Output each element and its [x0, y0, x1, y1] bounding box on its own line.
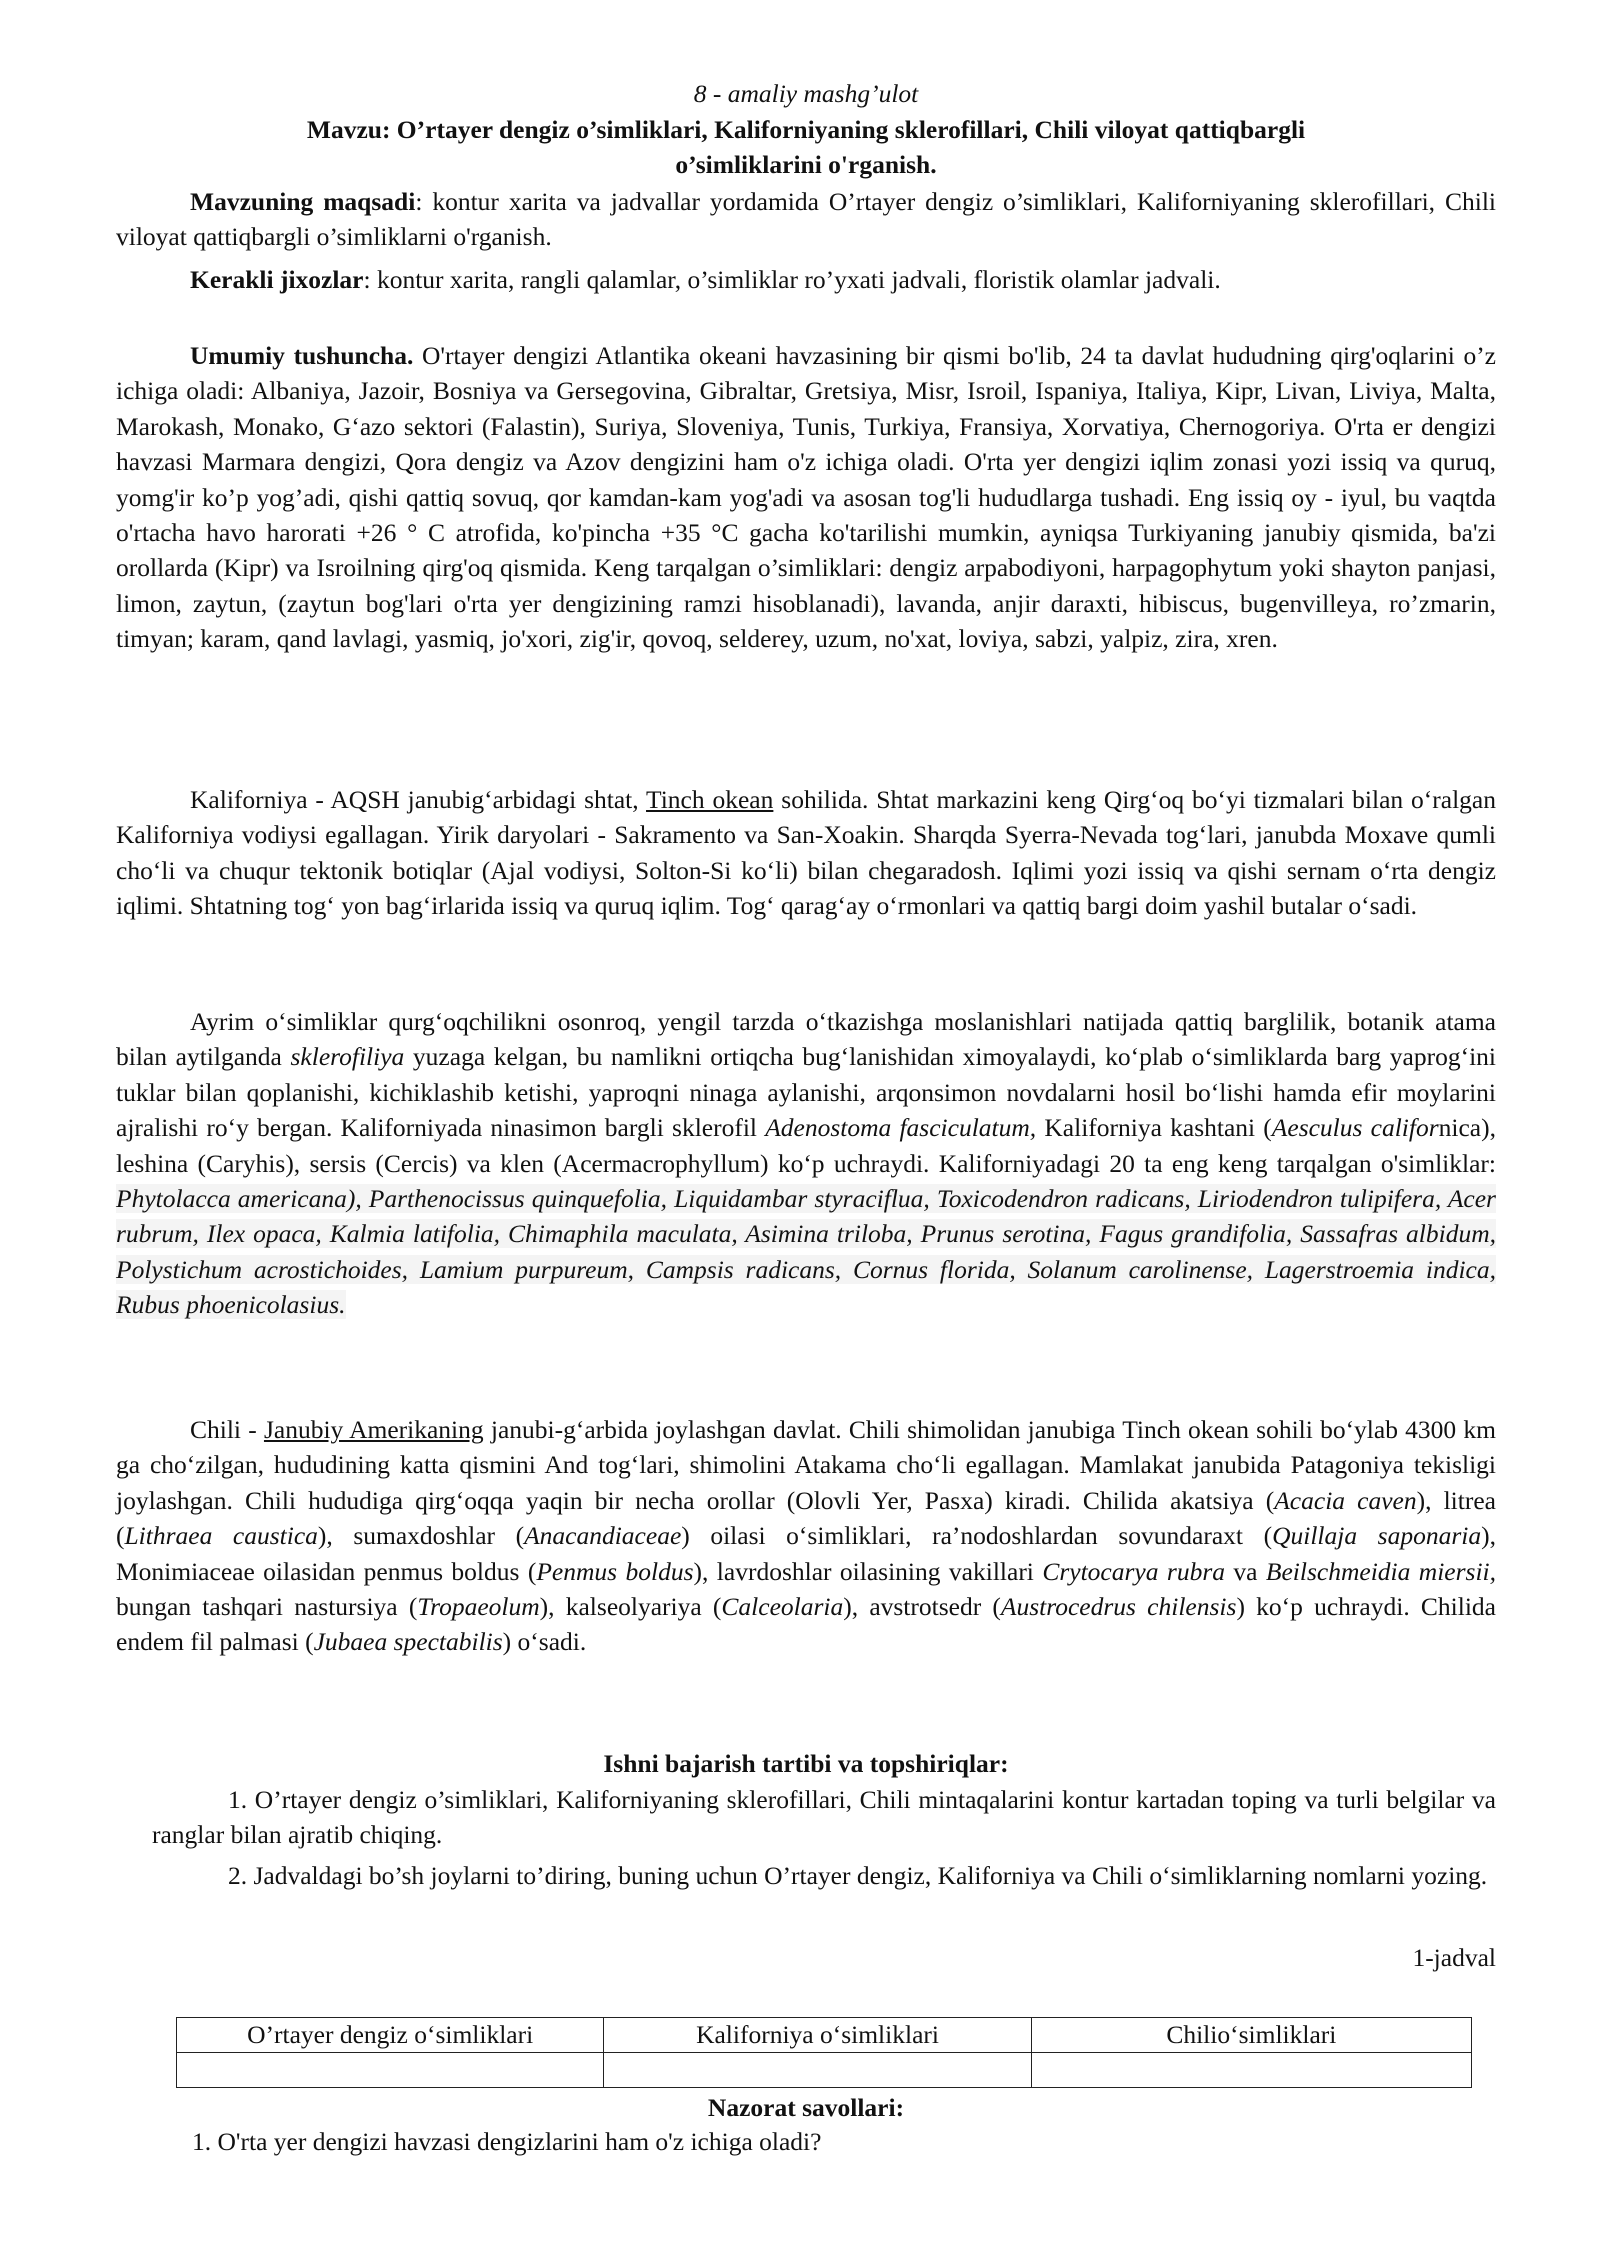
chile-h: va [1225, 1556, 1266, 1586]
quillaja-species: Quillaja saponaria [1272, 1521, 1482, 1551]
acacia-species: Acacia caven [1274, 1485, 1417, 1515]
tools-label: Kerakli jixozlar [190, 265, 364, 294]
table-header-row [177, 2018, 1472, 2053]
chile-k: ), avstrotsedr ( [843, 1592, 1001, 1622]
jubaea-species: Jubaea spectabilis [313, 1627, 503, 1657]
austrocedrus-species: Austrocedrus chilensis [1000, 1592, 1237, 1622]
table-cell-chile[interactable] [1031, 2053, 1471, 2088]
california-paragraph-2 [116, 1004, 1496, 1323]
sclerophyllia-term: sklerofiliya [290, 1042, 405, 1072]
table-row [177, 2053, 1472, 2088]
calceolaria-species: Calceolaria [721, 1592, 844, 1622]
lithraea-species: Lithraea caustica [124, 1521, 318, 1551]
chile-b: janubi-g‘arbida joylashgan davlat. Chili shimolidan janubiga Tinch okean sohili bo‘ylab 4300 km ga cho‘zilgan, hududining katta qismini And tog‘lari, shimolini Atakama cho‘li egallagan. Mamlakat janubida Patagoniya tekisligi joylashgan. Chili hududiga qirg‘oqqa yaqin bir necha orollar (Olovli Yer, Pasxa) kiradi. Chilida akatsiya ( [116, 1415, 1496, 1515]
chile-f: ), Monimiaceae oilasidan penmus boldus ( [116, 1521, 1496, 1586]
chile-e: ) oilasi o‘simliklari, ra’nodoshlardan sovundaraxt ( [681, 1521, 1273, 1551]
tools-paragraph [116, 262, 1496, 297]
pacific-ocean-link[interactable]: Tinch okean [646, 785, 774, 814]
table-header-mediterranean: O’rtayer dengiz o‘simliklari [177, 2018, 604, 2053]
chile-i: bungan tashqari nastursiya ( [116, 1592, 418, 1622]
topic-title-line1: Mavzu: O’rtayer dengiz o’simliklari, Kaliforniyaning sklerofillari, Chili viloyat qattiqbargli [306, 115, 1306, 144]
table-header-california: Kaliforniya o‘simliklari [604, 2018, 1031, 2053]
california-paragraph-1 [116, 782, 1496, 924]
aesculus-species: Aesculus califor [1271, 1113, 1439, 1143]
penmus-species: Penmus boldus [536, 1556, 694, 1586]
chile-g: ), lavrdoshlar oilasining vakillari [693, 1556, 1043, 1586]
plants-table [176, 2017, 1472, 2088]
topic-title-line2: o’simliklarini o'rganish. [675, 150, 937, 179]
california-species-list: Phytolacca americana), Parthenocissus quinquefolia, Liquidambar styraciflua, Toxicodendron radicans, Liriodendron tulipifera, Acer rubrum, Ilex opaca, Kalmia latifolia, Chimaphila maculata, Asimina triloba, Prunus serotina, Fagus grandifolia, Sassafras albidum, Polystichum acrostichoides, Lamium purpureum, Campsis radicans, Cornus florida, Solanum carolinense, Lagerstroemia indica, Rubus phoenicolasius. [116, 1184, 1496, 1320]
chile-c: ), litrea ( [116, 1485, 1496, 1551]
control-question-1: 1. O'rta yer dengizi havzasi dengizlarini ham o'z ichiga oladi? [192, 2127, 822, 2156]
task-1: 1. O’rtayer dengiz o’simliklari, Kaliforniyaning sklerofillari, Chili mintaqalarini kontur kartadan toping va turli belgilar va ranglar bilan ajratib chiqing. [152, 1785, 1496, 1850]
tasks-heading: Ishni bajarish tartibi va topshiriqlar: [603, 1749, 1009, 1778]
california-p2-c: Kaliforniya kashtani ( [1036, 1113, 1272, 1143]
concept-label: Umumiy tushuncha. [190, 341, 414, 370]
chile-paragraph [116, 1412, 1496, 1660]
chile-l: ) ko‘p uchraydi. Chilida endem fil palmasi ( [116, 1592, 1496, 1657]
tools-text: : kontur xarita, rangli qalamlar, o’simliklar ro’yxati jadvali, floristik olamlar jadvali. [363, 265, 1221, 294]
california-p1-rest: sohilida. Shtat markazini keng Qirg‘oq bo‘yi tizmalari bilan o‘ralgan Kaliforniya vodiysi egallagan. Yirik daryolari - Sakramento va San-Xoakin. Sharqda Syerra-Nevada tog‘lari, janubda Moxave qumli cho‘li va chuqur tektonik botiqlar (Ajal vodiysi, Solton-Si ko‘li) bilan chegaradosh. Iqlimi yozi issiq va qishi sernam o‘rta dengiz iqlimi. Shtatning tog‘ yon bag‘irlarida issiq va quruq iqlim. Tog‘ qarag‘ay o‘rmonlari va qattiq bargi doim yashil butalar o‘sadi. [116, 785, 1496, 921]
table-cell-california[interactable] [604, 2053, 1031, 2088]
table-header-chile: Chilio‘simliklari [1031, 2018, 1471, 2053]
california-p2-a: Ayrim o‘simliklar qurg‘oqchilikni osonroq, yengil tarzda o‘tkazishga moslanishlari natijada qattiq barglilik, botanik atama bilan aytilganda [116, 1007, 1496, 1072]
california-p2-b: yuzaga kelgan, bu namlikni ortiqcha bug‘lanishidan ximoyalaydi, ko‘plab o‘simliklarda barg yaprog‘ini tuklar bilan qoplanishi, kichiklashib ketishi, yaproqni ninaga aylanishi, arqonsimon novdalarni hosil bo‘lishi hamda efir moylarini ajralishi ro‘y bergan. Kaliforniyada ninasimon bargli sklerofil [116, 1042, 1496, 1143]
beilschmeidia-species: Beilschmeidia miersii, [1265, 1556, 1496, 1586]
chile-j: ), kalseolyariya ( [539, 1592, 722, 1622]
goal-label: Mavzuning maqsadi [190, 187, 416, 216]
crytocarya-species: Crytocarya rubra [1042, 1556, 1225, 1586]
table-cell-mediterranean[interactable] [177, 2053, 604, 2088]
south-america-link[interactable]: Janubiy Amerikaning [263, 1415, 484, 1444]
control-heading: Nazorat savollari: [707, 2093, 905, 2122]
concept-text: O'rtayer dengizi Atlantika okeani havzasining bir qismi bo'lib, 24 ta davlat hududning qirg'oqlarini o’z ichiga oladi: Albaniya, Jazoir, Bosniya va Gersegovina, Gibraltar, Gretsiya, Misr, Isroil, Ispaniya, Italiya, Kipr, Livan, Liviya, Malta, Marokash, Monako, G‘azo sektori (Falastin), Suriya, Sloveniya, Tunis, Turkiya, Fransiya, Xorvatiya, Chernogoriya. O'rta er dengizi havzasi Marmara dengizi, Qora dengiz va Azov dengizini ham o'z ichiga oladi. O'rta yer dengizi iqlim zonasi yozi issiq va quruq, yomg'ir ko’p yog’adi, qishi qattiq sovuq, qor kamdan-kam yog'adi va asosan tog'li hududlarga tushadi. Eng issiq oy - iyul, bu vaqtda o'rtacha havo harorati +26 ° C atrofida, ko'pincha +35 °C gacha ko'tarilishi mumkin, ayniqsa Turkiyaning janubiy qismida, ba'zi orollarda (Kipr) va Isroilning qirg'oq qismida. Keng tarqalgan o’simliklari: dengiz arpabodiyoni, harpagophytum yoki shayton panjasi, limon, zaytun, (zaytun bog'lari o'rta yer dengizining ramzi hisoblanadi), lavanda, anjir daraxti, hibiscus, bugenvilleya, ro’zmarin, timyan; karam, qand lavlagi, yasmiq, jo'xori, zig'ir, qovoq, selderey, uzum, no'xat, loviya, sabzi, yalpiz, zira, xren. [116, 341, 1497, 654]
california-p2-d: nica), leshina (Caryhis), sersis (Cercis) va klen (Acermacrophyllum) ko‘p uchraydi. Kaliforniyadagi 20 ta eng keng tarqalgan o'simliklar: [116, 1113, 1496, 1178]
goal-paragraph [116, 184, 1496, 255]
concept-paragraph [116, 338, 1496, 657]
california-p1-start: Kaliforniya - AQSH janubig‘arbidagi shtat, [190, 785, 647, 814]
chile-d: ), sumaxdoshlar ( [317, 1521, 525, 1551]
anacardiaceae-family: Anacandiaceae [524, 1521, 682, 1551]
task-2: 2. Jadvaldagi bo’sh joylarni to’diring, buning uchun O’rtayer dengiz, Kaliforniya va Chili o‘simliklarning nomlarni yozing. [228, 1861, 1488, 1890]
table-caption: 1-jadval [1412, 1943, 1496, 1972]
chile-a: Chili - [190, 1415, 264, 1444]
topic-title [116, 112, 1496, 182]
practical-number: 8 - amaliy mashg’ulot [693, 79, 919, 108]
tropaeolum-species: Tropaeolum [417, 1592, 540, 1622]
chile-m: ) o‘sadi. [502, 1627, 587, 1657]
goal-text: : kontur xarita va jadvallar yordamida O’rtayer dengiz o’simliklari, Kaliforniyaning sklerofillari, Chili viloyat qattiqbargli o’simliklarni o'rganish. [116, 187, 1496, 252]
adenostoma-species: Adenostoma fasciculatum, [765, 1113, 1037, 1143]
